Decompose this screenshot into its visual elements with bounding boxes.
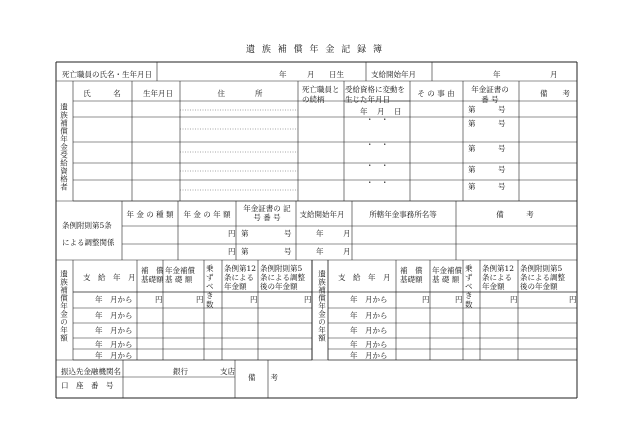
account-label: 口 座 番 号 bbox=[61, 381, 114, 390]
amt-col-multiplier-right: 乗ずべき数 bbox=[465, 264, 473, 309]
adj-col-cert: 年金証書の 記 号 番 号 bbox=[243, 204, 291, 222]
col-address: 住 所 bbox=[217, 89, 263, 98]
col-reason: そ の 事 由 bbox=[417, 89, 455, 98]
footer-remarks-label: 備 考 bbox=[248, 373, 278, 382]
change-date-dots-0: ・ ・ bbox=[366, 115, 389, 124]
form-title: 遺 族 補 償 年 金 記 録 簿 bbox=[246, 45, 384, 55]
change-date-dots-1: ・ ・ bbox=[366, 140, 389, 149]
amt-yen-pbase-left: 円 bbox=[196, 295, 204, 304]
change-month-sub: 月 bbox=[377, 107, 385, 116]
adjustment-side-label-1: 条例附則第5条 bbox=[62, 221, 112, 230]
bank-suffix: 銀行 bbox=[173, 367, 188, 376]
amt-col-pension-base-left: 年金補償 基 礎 額 bbox=[165, 266, 195, 284]
adjustment-side-label-2: による調整関係 bbox=[62, 238, 115, 247]
adj-tsuki-0: 月 bbox=[343, 229, 351, 238]
amt-row-period-right-4: 年 月から bbox=[350, 351, 388, 360]
col-relation: 死亡職員との続柄 bbox=[302, 85, 340, 104]
cert-prefix-top: 第 bbox=[468, 105, 476, 114]
cert-prefix-1: 第 bbox=[468, 144, 476, 153]
adj-col-start: 支給開始年月 bbox=[299, 210, 345, 219]
col-name: 氏 名 bbox=[83, 89, 121, 98]
birth-day-label: 日生 bbox=[329, 70, 344, 79]
amt-col-period-left: 支 給 年 月 bbox=[83, 273, 136, 282]
adj-yen-0: 円 bbox=[228, 229, 236, 238]
amt-col-article5-right: 条例附則第5条による調整後の年金額 bbox=[520, 264, 565, 291]
pay-start-year-label: 年 bbox=[493, 70, 501, 79]
amt-row-period-left-2: 年 月から bbox=[95, 326, 133, 335]
col-remarks: 備 考 bbox=[540, 89, 570, 98]
amt-row-period-left-4: 年 月から bbox=[95, 351, 133, 360]
change-year-sub: 年 bbox=[360, 107, 368, 116]
cert-suffix-top: 号 bbox=[498, 105, 506, 114]
amt-yen-a12-left: 円 bbox=[250, 295, 258, 304]
amt-row-period-left-0: 年 月から bbox=[95, 295, 133, 304]
amt-col-pension-base-right: 年金補償 基 礎 額 bbox=[432, 266, 462, 284]
cert-prefix-3: 第 bbox=[468, 182, 476, 191]
amt-row-period-right-2: 年 月から bbox=[350, 326, 388, 335]
branch-suffix: 支店 bbox=[220, 367, 235, 376]
adj-yen-1: 円 bbox=[228, 247, 236, 256]
amt-col-base-right: 補 償 基礎額 bbox=[400, 266, 423, 284]
adj-tsuki-1: 月 bbox=[343, 247, 351, 256]
birth-year-label: 年 bbox=[279, 70, 287, 79]
amt-yen-a5-left: 円 bbox=[304, 295, 312, 304]
adj-nen-1: 年 bbox=[316, 247, 324, 256]
adj-dai-0: 第 bbox=[241, 229, 249, 238]
deceased-label: 死亡職員の氏名・生年月日 bbox=[62, 70, 152, 79]
bank-label: 振込先金融機関名 bbox=[61, 367, 121, 376]
amt-col-article12-left: 条例第12条による年金額 bbox=[224, 264, 257, 291]
pay-start-label: 支給開始年月 bbox=[371, 70, 416, 79]
adj-col-remarks: 備 考 bbox=[496, 210, 534, 219]
amt-col-multiplier-left: 乗ずべき数 bbox=[206, 264, 214, 309]
amounts-side-label-left: 遺族補償年金の年額 bbox=[59, 270, 69, 342]
cert-suffix-3: 号 bbox=[498, 182, 506, 191]
amt-row-period-right-1: 年 月から bbox=[350, 311, 388, 320]
birth-month-label: 月 bbox=[307, 70, 315, 79]
adj-go-0: 号 bbox=[284, 229, 292, 238]
amt-col-article12-right: 条例第12条による年金額 bbox=[482, 264, 515, 291]
amt-yen-a5-right: 円 bbox=[569, 295, 577, 304]
amt-col-article5-left: 条例附則第5条による調整後の年金額 bbox=[260, 264, 305, 291]
col-cert-no: 年金証書の 番 号 bbox=[471, 85, 509, 104]
adj-col-amount: 年 金 の 年 額 bbox=[183, 210, 231, 219]
amounts-side-label-right: 遺族補償年金の年額 bbox=[317, 270, 327, 342]
adj-nen-0: 年 bbox=[316, 229, 324, 238]
cert-suffix-0: 号 bbox=[498, 119, 506, 128]
recipients-side-label: 遺族補償年金受給資格者 bbox=[59, 103, 69, 191]
change-date-dots-3: ・ ・ bbox=[366, 178, 389, 187]
cert-prefix-0: 第 bbox=[468, 119, 476, 128]
amt-row-period-left-1: 年 月から bbox=[95, 311, 133, 320]
change-date-dots-2: ・ ・ bbox=[366, 161, 389, 170]
amt-row-period-right-0: 年 月から bbox=[350, 295, 388, 304]
amt-yen-a12-right: 円 bbox=[510, 295, 518, 304]
amt-yen-base-right: 円 bbox=[422, 295, 430, 304]
amt-col-period-right: 支 給 年 月 bbox=[338, 273, 391, 282]
adj-col-type: 年 金 の 種 類 bbox=[126, 210, 174, 219]
col-birth: 生年月日 bbox=[143, 89, 173, 98]
amt-yen-base-left: 円 bbox=[155, 295, 163, 304]
pay-start-month-label: 月 bbox=[550, 70, 558, 79]
adj-go-1: 号 bbox=[284, 247, 292, 256]
cert-suffix-2: 号 bbox=[498, 165, 506, 174]
adj-dai-1: 第 bbox=[241, 247, 249, 256]
col-change-date: 受給資格に変動を生じた年月日 bbox=[345, 85, 405, 104]
amt-row-period-left-3: 年 月から bbox=[95, 340, 133, 349]
amt-col-base-left: 補 償 基礎額 bbox=[141, 266, 164, 284]
change-day-sub: 日 bbox=[394, 107, 402, 116]
amt-yen-pbase-right: 円 bbox=[455, 295, 463, 304]
adj-col-office: 所轄年金事務所名等 bbox=[369, 210, 437, 219]
cert-prefix-2: 第 bbox=[468, 165, 476, 174]
cert-suffix-1: 号 bbox=[498, 144, 506, 153]
amt-row-period-right-3: 年 月から bbox=[350, 340, 388, 349]
